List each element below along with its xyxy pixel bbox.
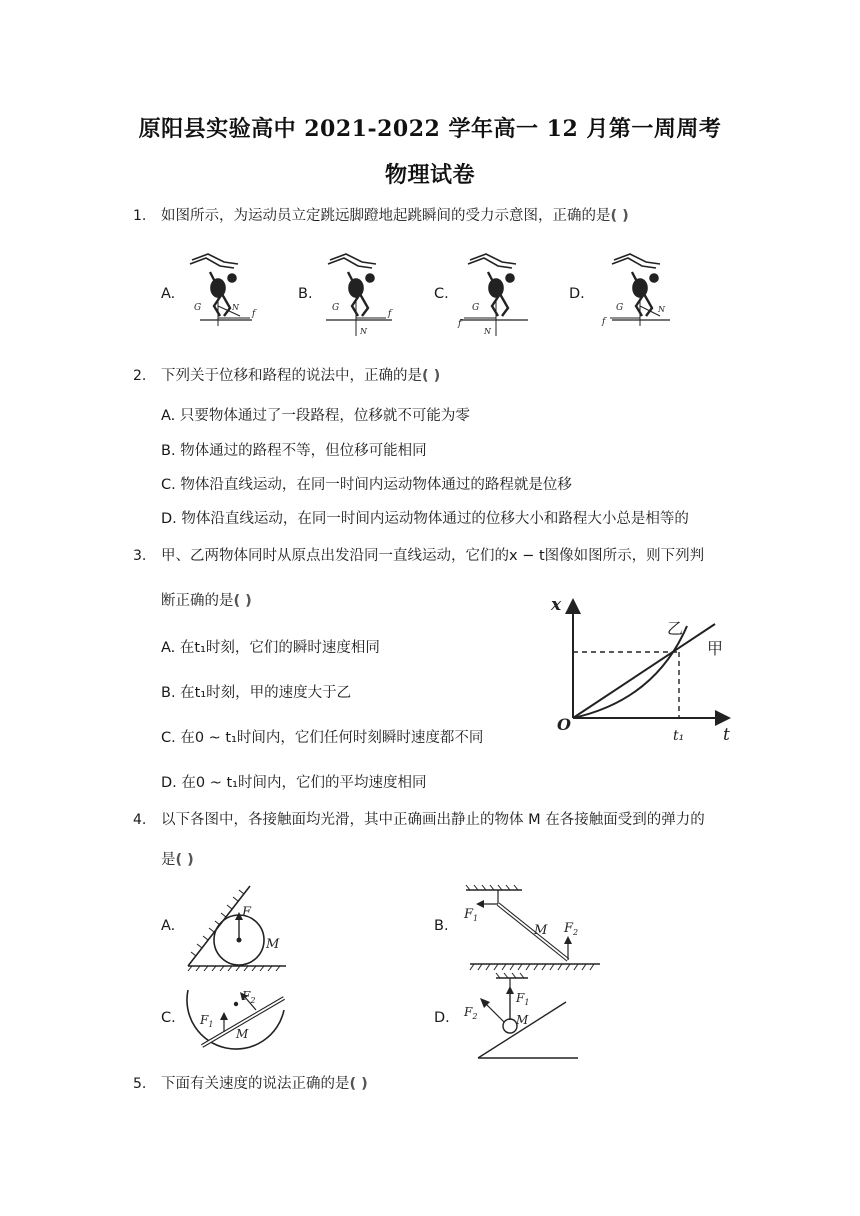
q1-figure-d: [598, 250, 680, 332]
question-5-number: 5.: [133, 1076, 147, 1092]
q1-figure-c: [454, 250, 536, 340]
q3-yi-label: 乙: [667, 619, 684, 638]
q1-option-a-label: A.: [161, 286, 176, 302]
q1-option-b-label: B.: [298, 286, 313, 302]
paper-subtitle: 物理试卷: [384, 162, 475, 188]
q1b-g-label: G: [332, 303, 340, 313]
q4d-f2-label: $F_2$: [464, 1005, 478, 1021]
q1-figure-b: [318, 250, 400, 340]
q3-curve-yi: [573, 626, 687, 718]
q3-option-a: A. 在t₁时刻，它们的瞬时速度相同: [161, 640, 380, 656]
q4-option-a-label: A.: [161, 918, 176, 934]
q1d-f-label: f: [602, 317, 606, 327]
q3-y-axis-label: x: [551, 595, 562, 615]
q4b-m-label: M: [534, 923, 548, 938]
q2-option-a: A. 只要物体通过了一段路程，位移就不可能为零: [161, 408, 470, 424]
q4c-f1-label: $F_1$: [200, 1013, 214, 1029]
q1-option-d-label: D.: [569, 286, 585, 302]
q1c-g-label: G: [472, 303, 480, 313]
question-3-stem-line1: 甲、乙两物体同时从原点出发沿同一直线运动，它们的x − t图像如图所示，则下列判: [161, 548, 705, 564]
q1b-f-label: f: [388, 309, 392, 319]
q4c-m-label: M: [236, 1027, 249, 1041]
q3-origin-label: O: [557, 715, 571, 734]
q4-figure-c: [180, 976, 290, 1058]
q4d-m-label: M: [516, 1013, 529, 1027]
q1c-f-label: f: [458, 319, 462, 329]
q4-option-b-label: B.: [434, 918, 449, 934]
q1a-g-label: G: [194, 303, 202, 313]
q1d-g-label: G: [616, 303, 624, 313]
q4b-f1-label: $F_1$: [464, 907, 479, 923]
question-5-stem: 下面有关速度的说法正确的是( ): [161, 1076, 368, 1092]
q3-jia-label: 甲: [707, 639, 724, 658]
q1-option-c-label: C.: [434, 286, 449, 302]
q4-figure-d: [462, 972, 586, 1062]
paper-title: 原阳县实验高中 2021-2022 学年高一 12 月第一周周考: [138, 116, 722, 142]
question-1-stem: 如图所示，为运动员立定跳远脚蹬地起跳瞬间的受力示意图，正确的是( ): [161, 208, 629, 224]
q1c-n-label: N: [484, 327, 491, 336]
question-3-number: 3.: [133, 548, 147, 564]
q3-option-b: B. 在t₁时刻，甲的速度大于乙: [161, 685, 352, 701]
q4d-f1-label: $F_1$: [516, 991, 530, 1007]
q2-option-b: B. 物体通过的路程不等，但位移可能相同: [161, 443, 427, 459]
q4-option-d-label: D.: [434, 1010, 450, 1026]
q4a-m-label: M: [266, 937, 280, 952]
q1d-n-label: N: [658, 305, 665, 314]
question-2-stem: 下列关于位移和路程的说法中，正确的是( ): [161, 368, 441, 384]
question-1-number: 1.: [133, 208, 147, 224]
q1a-n-label: N: [232, 303, 239, 312]
q4c-f2-label: $F_2$: [242, 989, 256, 1005]
q3-option-d: D. 在0 ~ t₁时间内，它们的平均速度相同: [161, 775, 427, 791]
q3-t1-label: t₁: [673, 728, 685, 744]
q1b-n-label: N: [360, 327, 367, 336]
q4a-f-label: F: [242, 905, 252, 920]
question-3-stem-line2: 断正确的是( ): [161, 593, 252, 609]
q3-line-jia: [573, 624, 715, 718]
q3-xt-graph: [545, 590, 745, 750]
q4b-f2-label: $F_2$: [564, 921, 579, 937]
q2-option-c: C. 物体沿直线运动，在同一时间内运动物体通过的路程就是位移: [161, 477, 572, 493]
q4-figure-a: [182, 880, 290, 972]
q1a-f-label: f: [252, 309, 256, 319]
question-2-number: 2.: [133, 368, 147, 384]
q3-option-c: C. 在0 ~ t₁时间内，它们任何时刻瞬时速度都不同: [161, 730, 484, 746]
q3-x-axis-label: t: [723, 725, 730, 745]
q1-figure-a: [180, 250, 262, 332]
question-4-stem-line1: 以下各图中，各接触面均光滑，其中正确画出静止的物体 M 在各接触面受到的弹力的: [161, 812, 705, 828]
question-4-number: 4.: [133, 812, 147, 828]
q4-figure-b: [462, 884, 606, 972]
q4-option-c-label: C.: [161, 1010, 176, 1026]
q2-option-d: D. 物体沿直线运动，在同一时间内运动物体通过的位移大小和路程大小总是相等的: [161, 511, 689, 527]
question-4-stem-line2: 是( ): [161, 852, 194, 868]
